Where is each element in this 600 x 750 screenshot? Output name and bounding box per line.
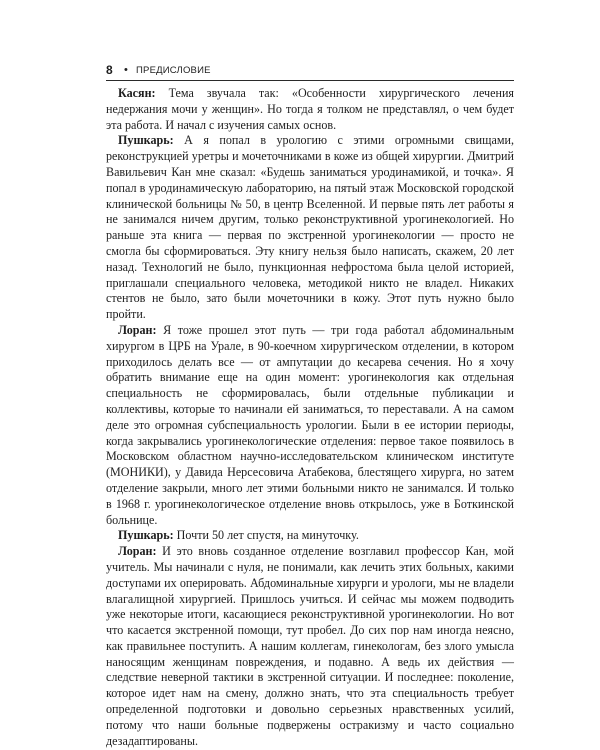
paragraph [106, 133, 514, 323]
speaker-name: Пушкарь: [118, 133, 174, 148]
body-text [106, 86, 514, 749]
paragraph [106, 528, 514, 544]
paragraph [106, 323, 514, 528]
paragraph-text: Почти 50 лет спустя, на минуточку. [173, 528, 359, 543]
paragraph [106, 544, 514, 749]
paragraph-text: А я попал в урологию с этими огромными свищами, реконструкцией уретры и мочеточниками в коже из общей хирургии. Дмитрий Вавильевич Кан мне сказал: «Будешь заниматься уродинамикой, и точка». Я попал в уродинамическую лабораторию, на пятый этаж Московской городской клинической больницы № 50, в центр Вселенной. И первые пять лет работы я не занимался ничем другим, только реконструктивной урогинекологией. Но раньше эта книга — первая по экстренной урогинекологии — просто не смогла бы сформироваться. Эту книгу нельзя было написать, скажем, 20 лет назад. Технологий не было, пункционная нефростома была целой историей, приглашали специального человека, методикой никто не владел. Никаких стентов не было, зато были мочеточники в кожу. Этот путь нужно было пройти. [106, 133, 514, 322]
page-header [106, 62, 514, 80]
paragraph-text: Тема звучала так: «Особенности хирургического лечения недержания мочи у женщин». Но тогда я толком не представлял, о чем будет эта работа. И начал с изучения самых основ. [106, 86, 514, 132]
speaker-name: Лоран: [118, 544, 157, 559]
speaker-name: Касян: [118, 86, 156, 100]
paragraph [106, 86, 514, 133]
header-rule [106, 80, 514, 81]
speaker-name: Лоран: [118, 322, 157, 337]
paragraph-text: Я тоже прошел этот путь — три года работал абдоминальным хирургом в ЦРБ на Урале, в 90-коечном хирургическом отделении, в котором приходилось делать все — от ампутации до кесарева сечения. Но я хочу обратить внимание еще на один момент: урогинекология как отдельная специальность не сформировалась, были отдельные публикации и коллективы, которые то начинали ей заниматься, то переставали. А на самом деле это огромная субспециальность урологии. Были в ее истории периоды, когда закрывались урогинекологические отделения: первое такое появилось в Московском областном научно-исследовательском клиническом институте (МОНИКИ), у Давида Нерсесовича Атабекова, блестящего хирурга, но затем отделение закрыли, много лет этими больными никто не занимался. И только в 1968 г. урогинекологическое отделение вновь открылось, уже в Боткинской больнице. [106, 322, 514, 527]
paragraph-text: И это вновь созданное отделение возглавил профессор Кан, мой учитель. Мы начинали с нуля, не понимали, как лечить этих больных, какими доступами их оперировать. Абдоминальные хирурги и урологи, мы не владели влагалищной хирургией. Пришлось учиться. И сейчас мы можем подводить уже некоторые итоги, касающиеся реконструктивной урогинекологии. Но вот что касается экстренной помощи, тут пробел. До сих пор нам иногда неясно, как правильнее поступить. А нашим коллегам, гинекологам, без злого умысла наносящим женщинам повреждения, и подавно. А ведь их действия — следствие неверной тактики в экстренной ситуации. И последнее: поколение, которое идет нам на смену, должно знать, что эта специальность требует определенной подготовки и довольно серьезных нравственных усилий, потому что наши больные подвержены остракизму и часто социально дезадаптированы. [106, 544, 514, 748]
page-number: 8 [106, 63, 113, 77]
section-title: ПРЕДИСЛОВИЕ [136, 65, 211, 76]
speaker-name: Пушкарь: [118, 528, 174, 543]
header-bullet: • [124, 64, 128, 76]
